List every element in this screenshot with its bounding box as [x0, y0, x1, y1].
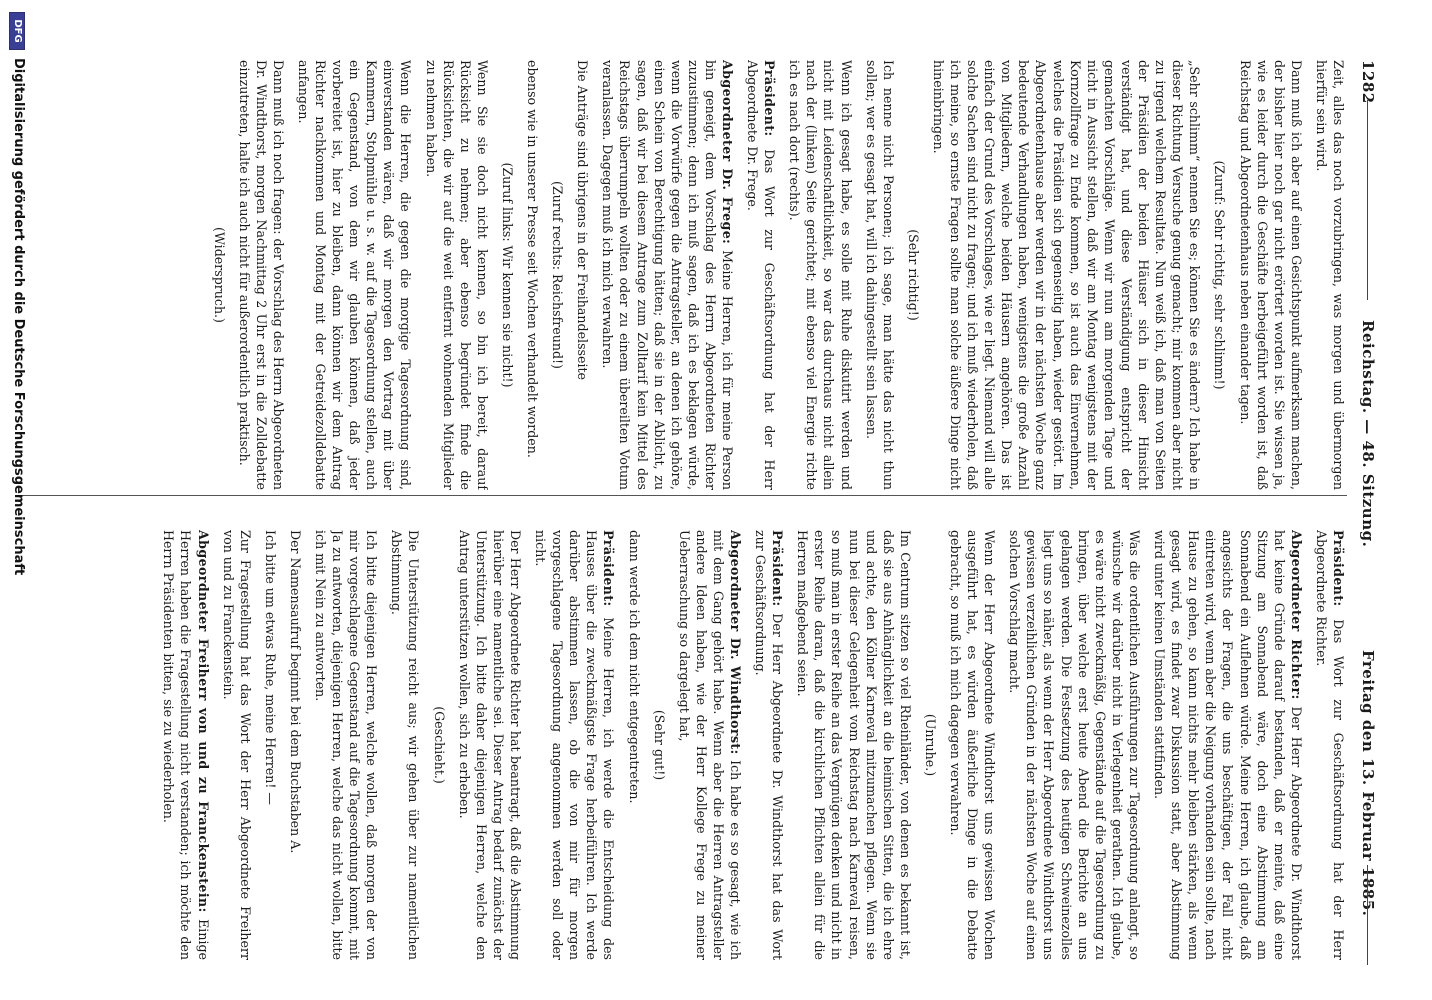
paragraph: Zur Fragestellung hat das Wort der Herr Abgeordnete Freiherr von und zu Franckenstein. [220, 530, 253, 960]
paragraph: Die Unterstützung reicht aus; wir gehen über zur namentlichen Abstimmung. [389, 530, 422, 960]
interjection: (Sehr richtig!) [905, 229, 921, 321]
speaker-label: Präsident: [601, 530, 617, 607]
dfg-logo-icon: DFG [9, 12, 25, 50]
paragraph [599, 60, 736, 490]
speech-text: Meine Herren, ich für meine Person bin geneigt, dem Vorschlag des Herrn Abgeordneten Richter zuzustimmen; denn ich muß sagen, daß ich es beklagen würde, wenn die Vorwürfe gegen die Antragsteller, an denen ich gehöre, einen Schein von Berechtigung hätten; daß sie in der Ablicht, zu sagen, daß wir bei diesem Antrage zum Zolltarif kein Mittel des Reichstags überrumpeln wollten oder zu einem übereilten Votum veranlassen. Dagegen muß ich mich verwahren. [600, 60, 735, 490]
paragraph: Wenn ich gesagt habe, es solle mit Ruhe diskutirt werden und nicht mit Leidenschaftlichkeit, so war das durchaus nicht allein nach der (linken) Seite gerichtet; mit ebenso viel Energie richte ich es nach dort (rechts). [787, 60, 854, 490]
interjection: (Geschieht.) [431, 706, 447, 784]
paragraph: Ich bitte diejenigen Herren, welche wollen, daß morgen der von mir vorgeschlagene Gegenstand auf die Tagesordnung kommt, mit Ja zu antworten, diejenigen Herren, welche das nicht wollen, bitte ich mit Nein zu antworten. [313, 530, 380, 960]
paragraph [532, 530, 617, 960]
interjection: (Sehr gut!) [651, 709, 667, 781]
speech-text: Das Wort zur Geschäftsordnung hat der Herr Abgeordnete Richter. [1313, 530, 1346, 960]
paragraph: dann werde ich dem nicht entgegentreten. [626, 530, 642, 804]
speaker-label: Abgeordneter Dr. Frege: [720, 60, 735, 245]
paragraph: Dann muß ich noch fragen: der Vorschlag des Herrn Abgeordneten Dr. Windthorst, morgen Nachmittag 2 Uhr erst in die Zolldebatte einzutreten, halte ich auch nicht für außerordentlich praktisch. [236, 60, 286, 490]
paragraph [1313, 530, 1347, 960]
header-rule-right [1367, 865, 1368, 965]
interjection: (Zuruf rechts: Reichsfreund!) [550, 181, 566, 369]
paragraph: Im Centrum sitzen so viel Rheinländer, von denen es bekannt ist, daß sie aus Anhänglichkeit an die heimischen Sitten, die ich ehre und achte, den Kölner Karneval mitzumachen pflegen. Wenn sie nun bei dieser Gelegenheit vom Reichstag nach Karneval reisen, so muß man in erster Reihe an das Vergnügen denken und nicht in erster Reihe daran, daß die kirchlichen Pflichten allein für die Herren maßgebend seien. [795, 530, 913, 960]
paragraph: Wenn die Herren, die gegen die morgige Tagesordnung sind, einverstanden wären, daß wir morgen den Vortrag mit über Kammern, Stolpmühle u. s. w. auf die Tagesordnung stellen, auch ein Gegenstand, von dem wir glauben können, daß jeder vorbereitet ist, hier zu bleiben, dann können wir dem Antrag Richter nachkommen und Montag mit der Getreidezolldebatte anfangen. [295, 60, 414, 490]
speech-text: Der Herr Abgeordnete Dr. Windthorst hat keine Gründe darauf bestanden, daß er meinte, daß eine Sitzung am Sonnabend wäre, doch eine Abstimmung am Sonnabend ein Auflehnen würde. Meine Herren, ich glaube, daß angesichts der Fragen, die uns beschäftigen, der Fall nicht eintreten wird, wenn aber die Neigung vorhanden sein sollte, nach Hause zu gehen, so kann nichts mehr bleiben stärken, als wenn gesagt wird, es findet zwar Diskussion statt, aber Abstimmung wird unter keinen Umständen stattfinden. [1152, 530, 1304, 960]
speaker-label: Präsident: [1331, 530, 1346, 607]
header-title: Reichstag. — 48. Sitzung. [1359, 320, 1377, 548]
paragraph: Zeit, alles das noch vorzubringen, was morgen und übermorgen hierfür sein wird. [1313, 60, 1346, 490]
right-column [27, 530, 1347, 960]
interjection: (Zuruf links: Wir kennen sie nicht!) [499, 162, 515, 388]
speech-text: Der Herr Abgeordnete Dr. Windthorst hat das Wort zur Geschäftsordnung. [753, 530, 786, 960]
paragraph: Der Herr Abgeordnete Richter hat beantragt, daß die Abstimmung hierüber eine namentliche sei. Dieser Antrag bedarf zunächst der Unterstützung. Ich bitte daher diejenigen Herren, welche den Antrag unterstützen wollen, sich zu erheben. [456, 530, 523, 960]
paragraph: Ich bitte um etwas Ruhe, meine Herren! — [262, 530, 278, 805]
paragraph [752, 530, 786, 960]
funding-notice: Digitalisierung gefördert durch die Deutsche Forschungsgemeinschaft [11, 58, 26, 576]
paragraph: Was die ordentlichen Ausführungen zur Tagesordnung anlangt, so wünsche wir darüber nicht in Verlegenheit gerathen. Ich glaube, es wäre nicht zweckmäßig, Gegenstände auf die Tagesordnung zu bringen, über welche erst heute Abend die Berichte an uns gelangen werden. Die Festsetzung des heutigen Schweinezolles liegt uns so näher, als wenn der Herr Abgeordnete Windthorst uns gewissen verzeihlichen Gründen in der nächsten Woche auf einen solchen Vorschlag macht. [1007, 530, 1142, 960]
paragraph [1151, 530, 1305, 960]
interjection: (Widerspruch.) [211, 227, 227, 323]
paragraph: „Sehr schlimm“ nennen Sie es; können Sie es ändern? Ich habe in dieser Richtung Versuche genug gemacht; mir kommen aber nicht zu irgend welchem Resultate. Nun weiß ich, daß man von Seiten der Präsidien der beiden Häuser sich in dieser Hinsicht verständigt hat, und diese Verständigung entspricht der gemachten Vorschläge. Wenn wir nun am morgenden Tage und nicht in Aussicht stellen, daß wir am Montag wenigstens mit der Kornzollfrage zu Ende kommen, so ist auch das Einvernehmen, welches die Präsidien sich gegenseitig haben, wieder gestört. Im Abgeordnetenhause aber werden wir in der nächsten Woche ganz bedeutende Verhandlungen haben, wenigstens die große Anzahl von Mitgliedern, welche beiden Häusern angehören. Das ist einfach der Grund des Vorschlages, wie er liegt. Niemand will alle solche Sachen sind nicht zu fragen; und ich muß wiederholen, daß ich meine, so ernste Fragen sollte man solche äußere Dinge nicht hineinbringen. [930, 60, 1203, 490]
paragraph [160, 530, 211, 960]
speech-text: Einige Herren haben die Fragestellung nicht verstanden; ich möchte den Herrn Präsidenten bitten, sie zu wiederholen. [161, 530, 211, 960]
page-footer [6, 0, 26, 1000]
paragraph [744, 60, 778, 490]
interjection: (Zuruf: Sehr richtig, sehr schlimm!) [1212, 160, 1228, 390]
speaker-label: Abgeordneter Richter: [1288, 530, 1304, 700]
paragraph: Die Anträge sind übrigens in der Freihandelsseite [575, 60, 591, 380]
speech-text: Meine Herren, ich werde die Entscheidung des Hauses über die zweckmäßigste Frage herbeiführen. Ich werde darüber abstimmen lassen, ob die von mir für morgen vorgeschlagene Tagesordnung angenommen werden soll oder nicht. [533, 530, 617, 960]
paragraph: Wenn Sie sie doch nicht kennen, so bin ich bereit, darauf Rücksicht zu nehmen; aber ebenso begründet finde die Rücksichten, die wir auf die weit entfernt wohnenden Mitglieder zu nehmen haben. [423, 60, 490, 490]
paragraph: ebenso wie in unserer Presse seit Wochen verhandelt worden. [525, 60, 541, 458]
paragraph: Ich nenne nicht Personen; ich sage, man hätte das nicht thun sollen; wer es gesagt hat, will ich dahingestellt sein lassen. [863, 60, 896, 490]
speech-text: Das Wort zur Geschäftsordnung hat der Herr Abgeordnete Dr. Frege. [745, 60, 778, 490]
interjection: (Unruhe.) [922, 713, 938, 777]
column-divider [22, 495, 1347, 496]
header-date: Freitag den 13. Februar 1885. [1359, 650, 1377, 917]
speaker-label: Abgeordneter Freiherr von und zu Franckenstein: [195, 530, 211, 913]
speaker-label: Präsident: [762, 60, 778, 137]
paragraph: Wenn der Herr Abgeordnete Windthorst uns gewissen Wochen ausgeführt hat, es würden äußerliche Dinge in die Debatte gebracht, so muß ich mich dagegen verwahren. [948, 530, 998, 960]
paragraph [676, 530, 744, 960]
speech-text: Ich habe es so gesagt, wie ich mit dem Gang gehört habe. Wenn aber die Herren Antragsteller andere Ideen haben, wie der Herr Kollege Frege zu meiner Ueberraschung so dargelegt hat, [676, 530, 743, 960]
paragraph: Der Namensaufruf beginnt bei dem Buchstaben A. [287, 530, 303, 854]
speaker-label: Abgeordneter Dr. Windthorst: [728, 530, 743, 755]
left-column [27, 60, 1347, 490]
paragraph: Dann muß ich aber auf einen Gesichtspunkt aufmerksam machen, der bisher hier noch gar nicht erörtert worden ist. Sie wissen ja, wie es leider durch die Geschäfte herbeigeführt worden ist, daß Reichstag und Abgeordnetenhaus neben einander tagen. [1237, 60, 1304, 490]
header-rule-left [1367, 100, 1368, 300]
speaker-label: Präsident: [770, 530, 786, 607]
page-header [1357, 0, 1377, 1000]
page-number: 1282 [1359, 60, 1377, 104]
